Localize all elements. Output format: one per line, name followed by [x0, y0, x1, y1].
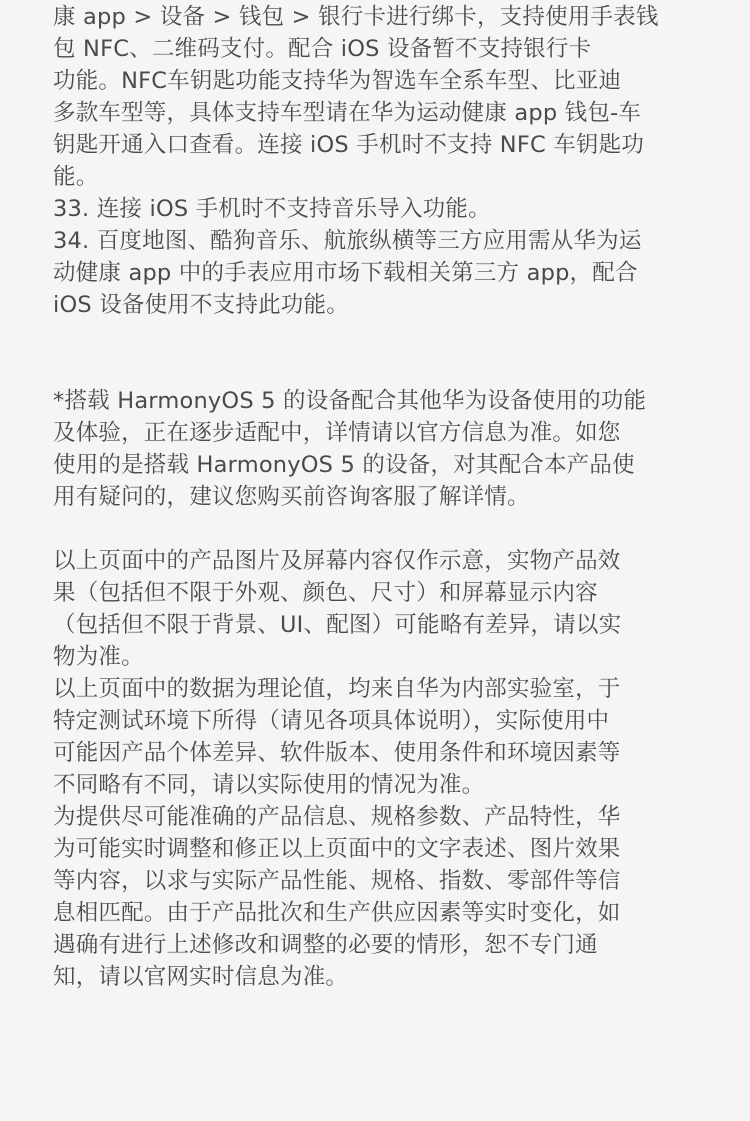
harmonyos-notice: *搭载 HarmonyOS 5 的设备配合其他华为设备使用的功能 及体验，正在逐步适配中，详情请以官方信息为准。如您 使用的是搭载 HarmonyOS 5 的设备，对其配合本产品使 用有疑问的，建议您购买前咨询客服了解详情。: [53, 388, 647, 510]
compatibility-notes: 康 app > 设备 > 钱包 > 银行卡进行绑卡，支持使用手表钱 包 NFC、二维码支付。配合 iOS 设备暂不支持银行卡 功能。NFC车钥匙功能支持华为智选车全系车型、比亚迪 多款车型等，具体支持车型请在华为运动健康 app 钱包-车 钥匙开通入口查看。连接 iOS 手机时不支持 NFC 车钥匙功 能。 33. 连接 iOS 手机时不支持音乐导入功能。 34. 百度地图、酷狗音乐、航旅纵横等三方应用需从华为运 动健康 app 中的手表应用市场下载相关第三方 app，配合 iOS 设备使用不支持此功能。: [53, 4, 659, 318]
product-disclaimer: 以上页面中的产品图片及屏幕内容仅作示意，实物产品效 果（包括但不限于外观、颜色、尺寸）和屏幕显示内容 （包括但不限于背景、UI、配图）可能略有差异，请以实 物为准。 以上页面中的数据为理论值，均来自华为内部实验室，于 特定测试环境下所得（请见各项具体说明），实际使用中 可能因产品个体差异、软件版本、使用条件和环境因素等 不同略有不同，请以实际使用的情况为准。 为提供尽可能准确的产品信息、规格参数、产品特性，华 为可能实时调整和修正以上页面中的文字表述、图片效果 等内容，以求与实际产品性能、规格、指数、零部件等信 息相匹配。由于产品批次和生产供应因素等实时变化，如 遇确有进行上述修改和调整的必要的情形，恕不专门通 知，请以官网实时信息为准。: [53, 548, 622, 990]
